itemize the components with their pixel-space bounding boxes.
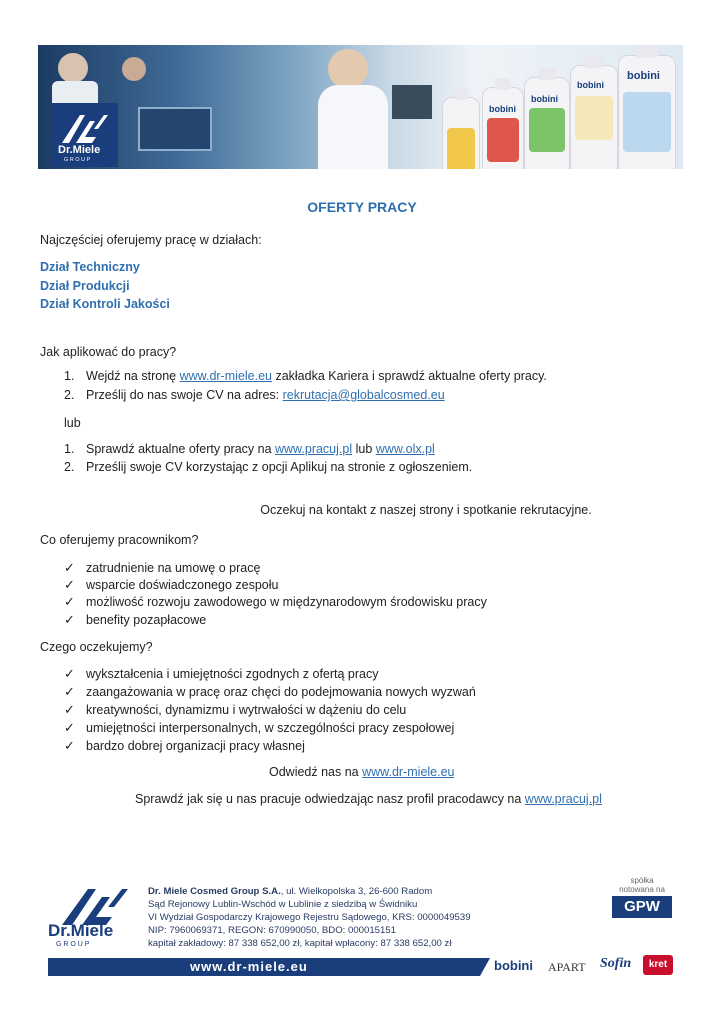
product-bottle	[524, 77, 570, 169]
researcher-photo	[328, 49, 368, 89]
olx-link[interactable]: www.olx.pl	[375, 442, 435, 456]
offer-item: ✓ wsparcie doświadczonego zespołu	[64, 577, 279, 592]
company-details	[148, 885, 471, 950]
gpw-line2: notowana na	[619, 885, 665, 894]
dr-miele-logo	[52, 103, 118, 167]
check-icon: ✓	[64, 720, 75, 735]
apply-step	[64, 369, 547, 383]
bottle-brand: bobini	[531, 94, 558, 104]
step-number: 2.	[64, 460, 75, 474]
email-link[interactable]: rekrutacja@globalcosmed.eu	[282, 388, 445, 402]
check-icon: ✓	[64, 612, 75, 627]
gpw-label: GPW	[612, 896, 672, 918]
apply-step	[64, 460, 472, 474]
visit-line	[269, 765, 455, 779]
apply-step	[64, 388, 445, 402]
step-text: zakładka Kariera i sprawdź aktualne oferty pracy.	[271, 369, 547, 383]
step-text: Prześlij do nas swoje CV na adres:	[86, 388, 283, 402]
check-icon: ✓	[64, 577, 75, 592]
wait-text: Oczekuj na kontakt z naszej strony i spotkanie rekrutacyjne.	[260, 503, 592, 517]
logo-name: Dr.Miele	[58, 144, 101, 156]
logo-sub: G R O U P	[64, 157, 91, 163]
profile-line	[135, 792, 602, 806]
page-title: OFERTY PRACY	[307, 199, 417, 215]
footer-logo	[48, 885, 144, 955]
lab-device	[392, 85, 432, 119]
expect-item: ✓ zaangażowania w pracę oraz chęci do podejmowania nowych wyzwań	[64, 684, 476, 699]
expect-item: ✓ umiejętności interpersonalnych, w szczególności pracy zespołowej	[64, 720, 455, 735]
check-icon: ✓	[64, 702, 75, 717]
profile-text: Sprawdź jak się u nas pracuje odwiedzając nasz profil pracodawcy na	[135, 792, 525, 806]
court-info: VI Wydział Gospodarczy Krajowego Rejestru Sądowego, KRS: 0000049539	[148, 912, 471, 923]
company-capital: kapitał zakładowy: 87 338 652,00 zł, kapitał wpłacony: 87 338 652,00 zł	[148, 938, 452, 949]
brand-sofin: Sofin	[600, 956, 632, 971]
expect-item: ✓ wykształcenia i umiejętności zgodnych z ofertą pracy	[64, 666, 379, 681]
check-icon: ✓	[64, 560, 75, 575]
offer-question: Co oferujemy pracownikom?	[40, 533, 199, 547]
expect-item: ✓ bardzo dobrej organizacji pracy własnej	[64, 738, 305, 753]
step-number: 2.	[64, 388, 75, 402]
step-number: 1.	[64, 442, 75, 456]
visit-link[interactable]: www.dr-miele.eu	[362, 765, 455, 779]
visit-text: Odwiedź nas na	[269, 765, 363, 779]
expect-item: ✓ kreatywności, dynamizmu i wytrwałości w dążeniu do celu	[64, 702, 407, 717]
or-text: lub	[64, 416, 81, 430]
expect-question: Czego oczekujemy?	[40, 640, 153, 654]
product-bottle	[570, 65, 618, 169]
monitor-image	[138, 107, 212, 151]
footer-logo-sub: G R O U P	[56, 941, 90, 948]
step-text: Prześlij swoje CV korzystając z opcji Aplikuj na stronie z ogłoszeniem.	[86, 460, 473, 474]
gpw-line1: spółka	[630, 876, 654, 885]
offer-item: ✓ możliwość rozwoju zawodowego w międzynarodowym środowisku pracy	[64, 594, 487, 609]
profile-link[interactable]: www.pracuj.pl	[524, 792, 602, 806]
step-text: Sprawdź aktualne oferty pracy na	[86, 442, 275, 456]
bottle-brand: bobini	[577, 80, 604, 90]
bar-slash-icon	[470, 958, 490, 976]
researcher-coat	[318, 85, 388, 169]
company-ids: NIP: 7960069371, REGON: 670990050, BDO: 000015151	[148, 925, 397, 936]
step-number: 1.	[64, 369, 75, 383]
brand-kret: kret	[643, 955, 673, 975]
footer-website-link[interactable]: www.dr-miele.eu	[190, 959, 308, 974]
header-banner	[38, 45, 683, 169]
check-icon: ✓	[64, 666, 75, 681]
company-address: , ul. Wielkopolska 3, 26-600 Radom	[280, 886, 433, 897]
step-text: lub	[352, 442, 376, 456]
apply-question: Jak aplikować do pracy?	[40, 345, 177, 359]
brand-bobini: bobini	[494, 958, 533, 973]
department-item: Dział Kontroli Jakości	[40, 297, 170, 311]
intro-text: Najczęściej oferujemy pracę w działach:	[40, 233, 262, 247]
scientist-photo-2	[122, 57, 146, 81]
check-icon: ✓	[64, 684, 75, 699]
offer-item: ✓ zatrudnienie na umowę o pracę	[64, 560, 261, 575]
scientist-photo	[58, 53, 88, 83]
pracuj-link[interactable]: www.pracuj.pl	[275, 442, 353, 456]
apply-step	[64, 442, 435, 456]
check-icon: ✓	[64, 594, 75, 609]
company-name: Dr. Miele Cosmed Group S.A.	[148, 886, 281, 897]
step-text: Wejdź na stronę	[86, 369, 180, 383]
department-item: Dział Techniczny	[40, 260, 140, 274]
offer-item: ✓ benefity pozapłacowe	[64, 612, 207, 627]
gpw-badge	[612, 876, 672, 920]
bottle-brand: bobini	[489, 104, 516, 114]
product-bottle	[482, 87, 524, 169]
brand-apart: APART	[548, 960, 586, 974]
department-item: Dział Produkcji	[40, 279, 130, 293]
check-icon: ✓	[64, 738, 75, 753]
court-info: Sąd Rejonowy Lublin-Wschód w Lublinie z siedzibą w Świdniku	[148, 899, 418, 910]
product-bottle	[442, 97, 480, 169]
dr-miele-link[interactable]: www.dr-miele.eu	[179, 369, 272, 383]
footer-logo-name: Dr.Miele	[48, 921, 114, 940]
bottle-brand: bobini	[627, 70, 660, 82]
product-bottle	[618, 55, 676, 169]
